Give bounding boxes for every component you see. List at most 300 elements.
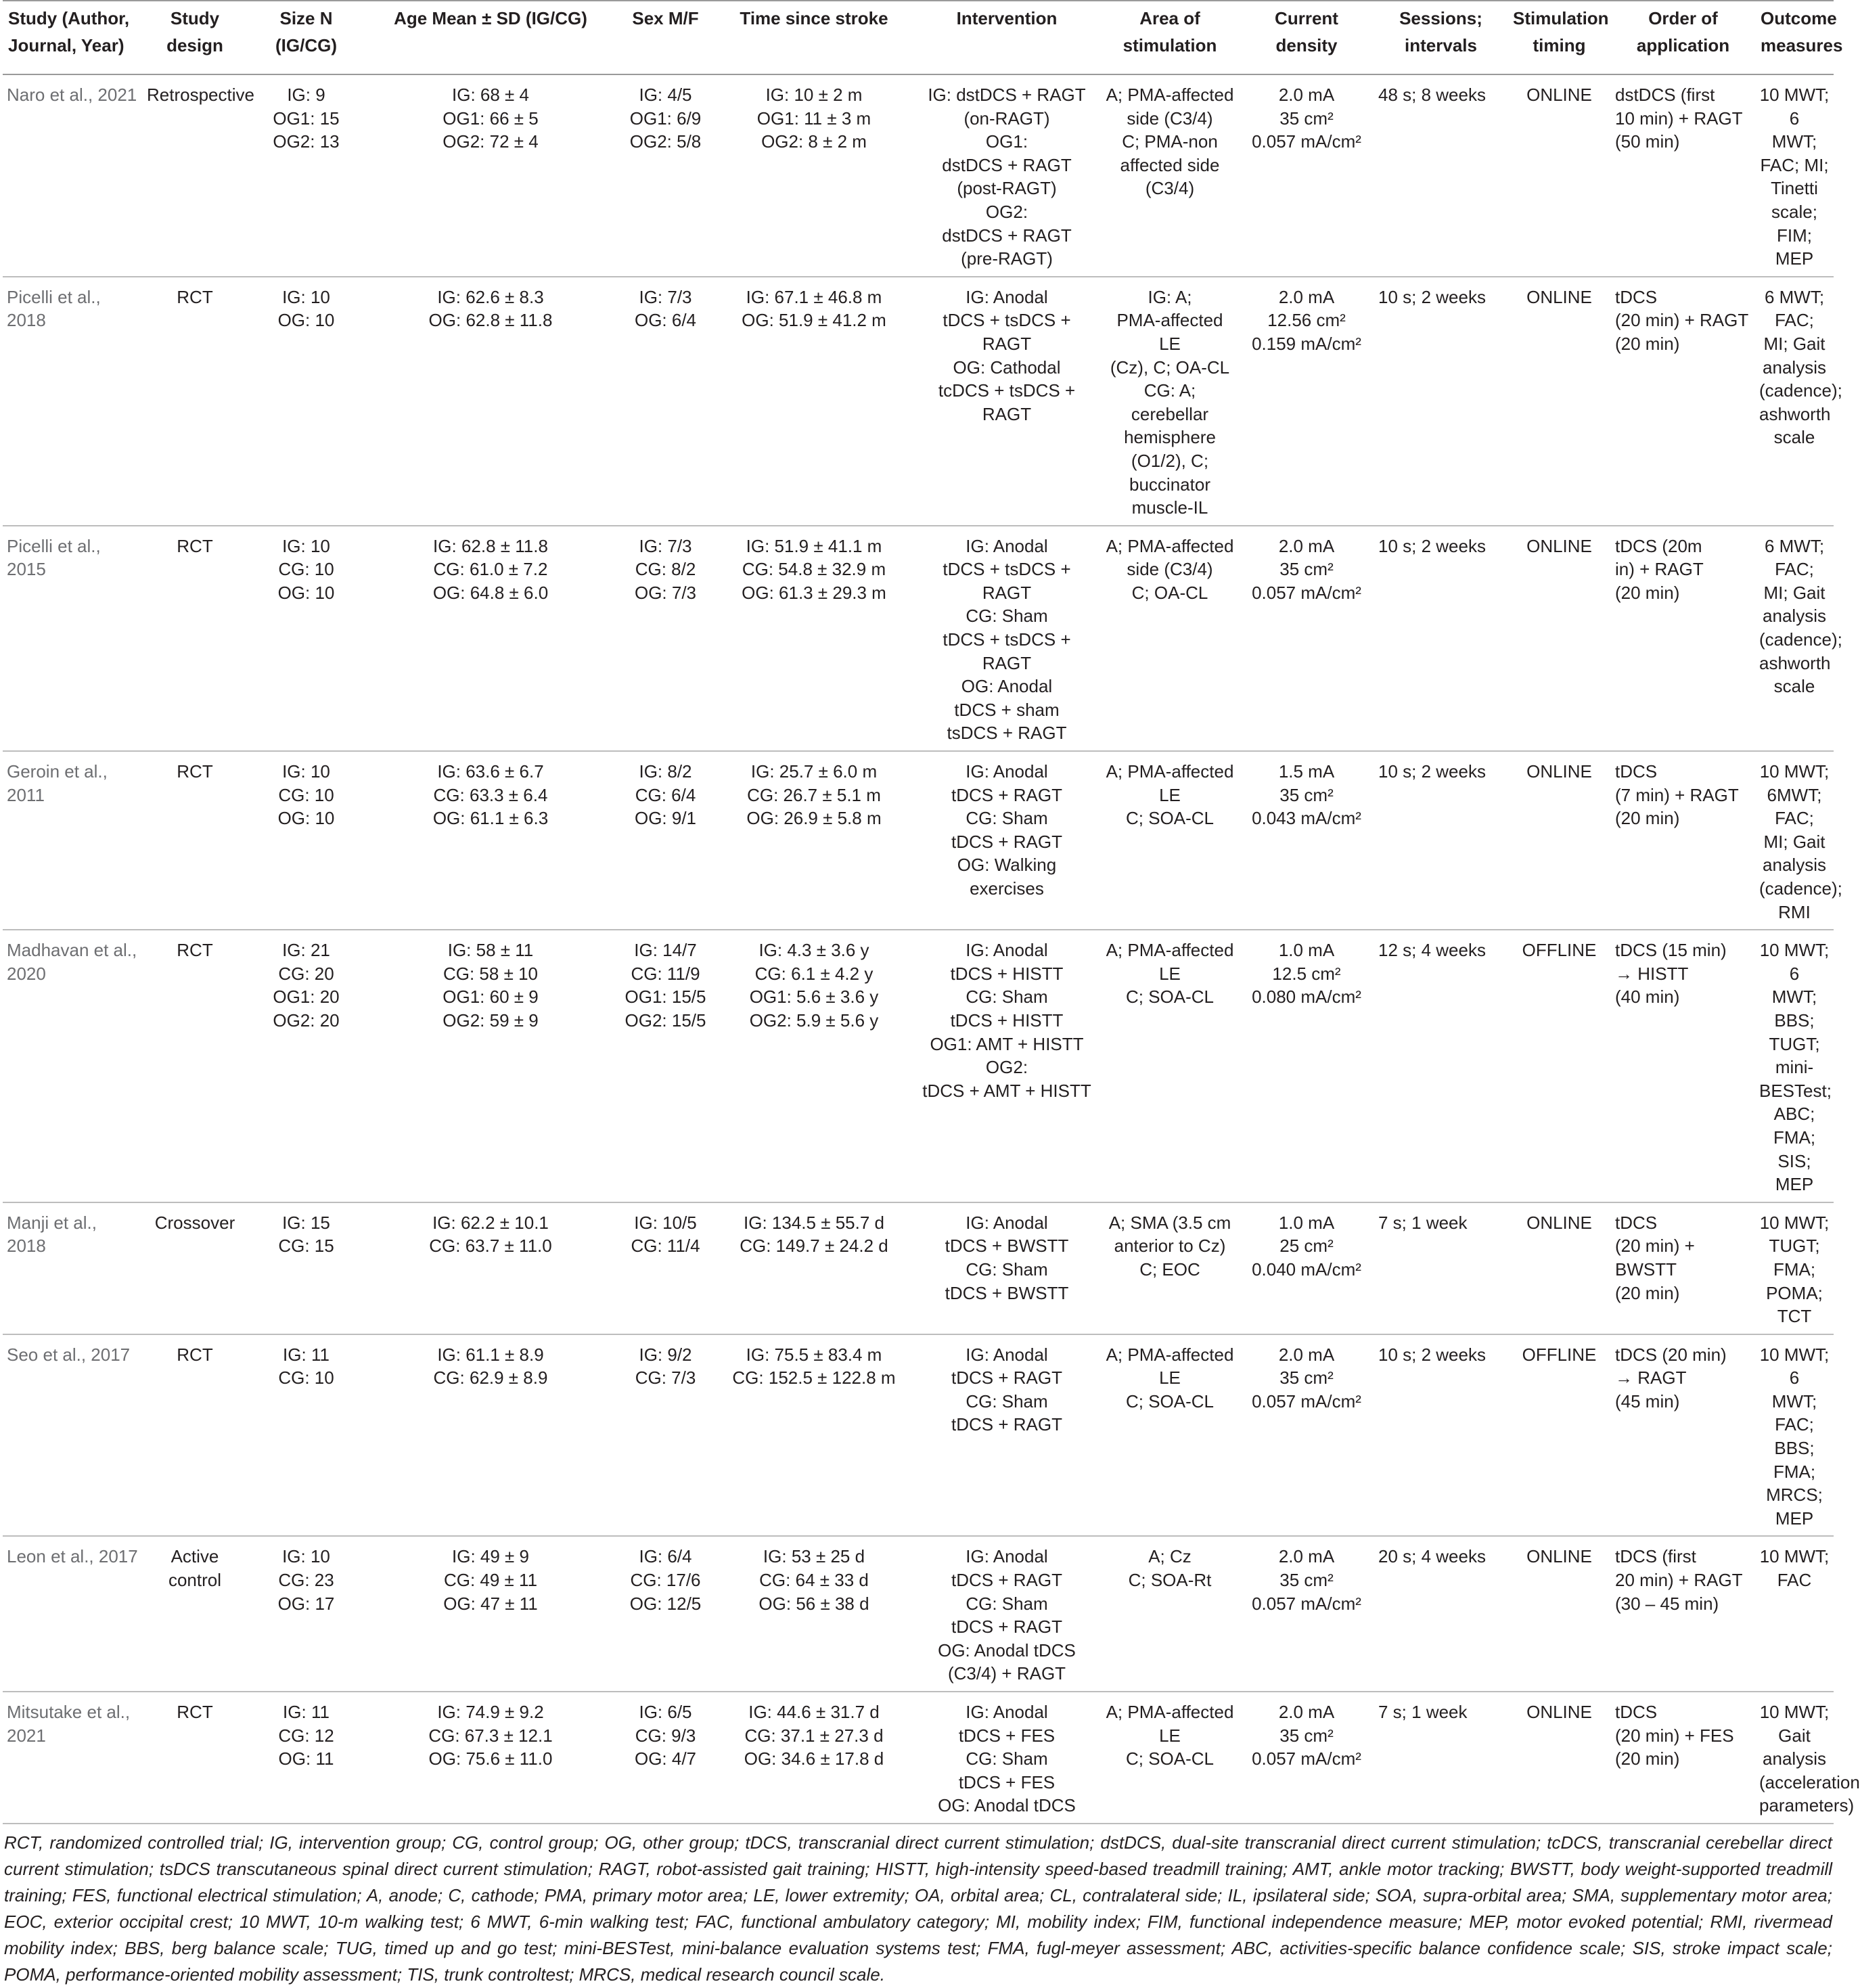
- cell-line: (20 min) + RAGT: [1615, 310, 1749, 331]
- sessions-cell: [1374, 277, 1507, 526]
- order-cell: [1611, 277, 1755, 526]
- cell-line: ONLINE: [1526, 1546, 1592, 1567]
- cell-line: OG: 10: [277, 808, 335, 829]
- sex-cell: [616, 930, 715, 1202]
- cell-line: 35 cm²: [1279, 108, 1334, 129]
- size-cell: [247, 74, 365, 277]
- sex-cell: [616, 277, 715, 526]
- cell-line: OG2: 59 ± 9: [443, 1010, 539, 1031]
- cell-line: tDCS + RAGT: [951, 831, 1062, 852]
- area-cell: [1101, 1692, 1239, 1824]
- cell-line: 20 s; 4 weeks: [1378, 1546, 1486, 1567]
- cell-line: OG: Walking: [957, 855, 1057, 876]
- cell-line: IG: 11: [283, 1344, 330, 1365]
- cell-line: OG: 56 ± 38 d: [758, 1593, 869, 1614]
- cell-line: CG: 6/4: [635, 784, 696, 805]
- cell-line: CG: 63.7 ± 11.0: [429, 1236, 552, 1257]
- cell-line: anterior to Cz): [1114, 1236, 1226, 1257]
- header-age: Age Mean ± SD (IG/CG): [365, 1, 616, 74]
- cell-line: (cadence);: [1759, 380, 1842, 401]
- cell-line: CG: 64 ± 33 d: [759, 1570, 869, 1591]
- current-density-cell: [1239, 1334, 1374, 1537]
- design-cell: [143, 74, 254, 277]
- cell-line: IG: 44.6 ± 31.7 d: [748, 1702, 880, 1722]
- time-since-stroke-cell: [715, 1334, 913, 1537]
- cell-line: IG: Anodal: [966, 940, 1048, 961]
- cell-line: RCT: [177, 761, 213, 782]
- sex-cell: [616, 1692, 715, 1824]
- cell-line: tsDCS + RAGT: [947, 723, 1067, 744]
- cell-line: OG1: 20: [273, 987, 340, 1008]
- cell-line: 10 s; 2 weeks: [1378, 761, 1486, 782]
- cell-line: OG: 51.9 ± 41.2 m: [742, 310, 886, 331]
- cell-line: 2.0 mA: [1278, 1344, 1335, 1365]
- cell-line: CG: 62.9 ± 8.9: [433, 1368, 548, 1388]
- cell-line: CG: 26.7 ± 5.1 m: [747, 784, 881, 805]
- cell-line: OG2: 72 ± 4: [443, 131, 539, 152]
- cell-line: CG: 49 ± 11: [443, 1570, 538, 1591]
- intervention-cell: [913, 74, 1101, 277]
- cell-line: IG: 11: [283, 1702, 330, 1722]
- size-cell: [247, 277, 365, 526]
- cell-line: IG: 58 ± 11: [447, 940, 534, 961]
- cell-line: (C3/4): [1145, 178, 1195, 199]
- cell-line: TUGT;: [1769, 1033, 1820, 1054]
- cell-line: ashworth scale: [1759, 652, 1836, 697]
- cell-line: Seo et al., 2017: [7, 1344, 131, 1365]
- table-row: [3, 1334, 1834, 1537]
- cell-line: 6 MWT; FAC;: [1764, 286, 1830, 331]
- cell-line: tDCS + RAGT: [951, 1570, 1062, 1591]
- cell-line: (20 min): [1615, 808, 1680, 829]
- current-density-cell: [1239, 74, 1374, 277]
- cell-line: OG: 9/1: [634, 808, 697, 829]
- cell-line: OG: 62.8 ± 11.8: [428, 310, 553, 331]
- cell-line: OG2:: [985, 201, 1028, 222]
- cell-line: CG: 20: [278, 963, 334, 984]
- table-body: [3, 74, 1860, 1824]
- size-cell: [247, 930, 365, 1202]
- time-since-stroke-cell: [715, 526, 913, 751]
- cell-line: LE: [1159, 963, 1181, 984]
- cell-line: OG: 11: [278, 1748, 334, 1769]
- cell-line: 10 MWT; 6: [1759, 85, 1834, 129]
- cell-line: (20 min): [1615, 333, 1680, 354]
- cell-line: IG: 63.6 ± 6.7: [437, 761, 544, 782]
- sex-cell: [616, 1202, 715, 1334]
- cell-line: CG: 17/6: [630, 1570, 701, 1591]
- cell-line: 2021: [7, 1725, 46, 1746]
- cell-line: C; SOA-CL: [1125, 1748, 1215, 1769]
- intervention-cell: [913, 751, 1101, 930]
- cell-line: (on-RAGT): [963, 108, 1050, 129]
- cell-line: 48 s; 8 weeks: [1378, 85, 1486, 105]
- cell-line: CG: Sham: [966, 1391, 1048, 1411]
- cell-line: CG: 10: [278, 1368, 334, 1388]
- cell-line: 7 s; 1 week: [1378, 1702, 1468, 1722]
- cell-line: 10 MWT; Gait: [1759, 1702, 1834, 1746]
- cell-line: IG: 53 ± 25 d: [763, 1546, 865, 1567]
- header-outcome-measures: Outcome measures: [1755, 1, 1834, 74]
- time-since-stroke-cell: [715, 1692, 913, 1824]
- header-sessions-intervals: Sessions; intervals: [1374, 1, 1507, 74]
- cell-line: MWT; FAC; MI;: [1760, 131, 1829, 175]
- cell-line: (pre-RAGT): [961, 248, 1053, 269]
- study-cell: [3, 277, 143, 526]
- timing-cell: [1507, 1536, 1611, 1692]
- cell-line: 0.057 mA/cm²: [1252, 131, 1361, 152]
- cell-line: MWT; BBS;: [1771, 987, 1822, 1031]
- outcome-cell: [1755, 1202, 1834, 1334]
- cell-line: hemisphere: [1124, 427, 1216, 448]
- intervention-cell: [913, 1202, 1101, 1334]
- cell-line: OG1: 60 ± 9: [443, 987, 539, 1008]
- cell-line: ONLINE: [1526, 286, 1592, 307]
- cell-line: CG: 9/3: [635, 1725, 696, 1746]
- cell-line: C; SOA-Rt: [1128, 1570, 1212, 1591]
- cell-line: CG: 67.3 ± 12.1: [428, 1725, 553, 1746]
- cell-line: tcDCS + tsDCS + RAGT: [938, 380, 1081, 424]
- cell-line: OG2: 8 ± 2 m: [761, 131, 867, 152]
- design-cell: [143, 1202, 247, 1334]
- cell-line: 2.0 mA: [1278, 1546, 1335, 1567]
- cell-line: OG: 4/7: [634, 1748, 697, 1769]
- cell-line: 10 s; 2 weeks: [1378, 1344, 1486, 1365]
- cell-line: CG: Sham: [966, 1259, 1048, 1280]
- current-density-cell: [1239, 1202, 1374, 1334]
- cell-line: IG: 67.1 ± 46.8 m: [746, 286, 882, 307]
- cell-line: CG: 37.1 ± 27.3 d: [744, 1725, 884, 1746]
- cell-line: IG: Anodal: [966, 1212, 1048, 1233]
- study-cell: [3, 1536, 143, 1692]
- cell-line: IG: 4/5: [639, 85, 692, 105]
- study-cell: [3, 74, 143, 277]
- cell-line: OG2: 5/8: [629, 131, 702, 152]
- cell-line: tDCS (20m: [1615, 535, 1702, 556]
- cell-line: POMA; TCT: [1766, 1282, 1828, 1327]
- cell-line: IG: 10: [282, 1546, 330, 1567]
- cell-line: (7 min) + RAGT: [1615, 784, 1739, 805]
- cell-line: tDCS + BWSTT: [945, 1282, 1069, 1303]
- cell-line: OG: Anodal tDCS: [938, 1795, 1076, 1816]
- age-cell: [365, 526, 616, 751]
- age-cell: [365, 1202, 616, 1334]
- cell-line: OG: 47 ± 11: [443, 1593, 538, 1614]
- cell-line: CG: 12: [278, 1725, 334, 1746]
- cell-line: (20 min) + BWSTT: [1615, 1236, 1700, 1280]
- table-row: [3, 1536, 1834, 1692]
- study-cell: [3, 751, 143, 930]
- cell-line: 10 MWT; FAC: [1759, 1546, 1834, 1591]
- time-since-stroke-cell: [715, 1536, 913, 1692]
- cell-line: OG1: 11 ± 3 m: [756, 108, 871, 129]
- size-cell: [247, 751, 365, 930]
- time-since-stroke-cell: [715, 1202, 913, 1334]
- outcome-cell: [1755, 277, 1842, 526]
- cell-line: RCT: [177, 1702, 213, 1722]
- cell-line: A; PMA-affected: [1106, 761, 1234, 782]
- order-cell: [1611, 1692, 1755, 1824]
- cell-line: IG: A;: [1148, 286, 1192, 307]
- current-density-cell: [1239, 1536, 1374, 1692]
- cell-line: CG: Sham: [966, 987, 1048, 1008]
- cell-line: tDCS + sham: [954, 699, 1060, 720]
- order-cell: [1611, 526, 1755, 751]
- sex-cell: [616, 74, 715, 277]
- cell-line: tDCS + RAGT: [951, 1617, 1062, 1637]
- cell-line: IG: 21: [282, 940, 330, 961]
- cell-line: RCT: [177, 535, 213, 556]
- header-current-density: Current density: [1239, 1, 1374, 74]
- cell-line: OG1: 15: [273, 108, 340, 129]
- cell-line: tDCS: [1615, 1212, 1658, 1233]
- cell-line: tDCS + RAGT: [951, 1368, 1062, 1388]
- timing-cell: [1507, 526, 1611, 751]
- cell-line: tDCS + AMT + HISTT: [922, 1080, 1091, 1101]
- cell-line: OG2: 15/5: [625, 1010, 706, 1031]
- timing-cell: [1507, 751, 1611, 930]
- timing-cell: [1507, 1202, 1611, 1334]
- cell-line: FIM; MEP: [1775, 225, 1817, 269]
- cell-line: OG: Anodal tDCS: [938, 1640, 1076, 1661]
- current-density-cell: [1239, 1692, 1374, 1824]
- table-footnote: RCT, randomized controlled trial; IG, intervention group; CG, control group; OG, other group; tDCS, transcranial direct current stimulation; dstDCS, dual-site transcranial direct current stimulation; tcDCS, transcranial cerebellar direct current stimulation; tsDCS transcutaneous spinal direct current stimulation; RAGT, robot-assisted gait training; HISTT, high-intensity speed-based treadmill training; AMT, ankle motor tracking; BWSTT, body weight-supported treadmill training; FES, functional electrical stimulation; A, anode; C, cathode; PMA, primary motor area; LE, lower extremity; OA, orbital area; CL, contralateral side; IL, ipsilateral side; SOA, supra-orbital area; SMA, supplementary motor area; EOC, exterior occipital crest; 10 MWT, 10-m walking test; 6 MWT, 6-min walking test; FAC, functional ambulatory category; MI, mobility index; FIM, functional independence measure; MEP, motor evoked potential; RMI, rivermead mobility index; BBS, berg balance scale; TUG, timed up and go test; mini-BESTest, mini-balance evaluation systems test; FMA, fugl-meyer assessment; ABC, activities-specific balance confidence scale; SIS, stroke impact scale; POMA, performance-oriented mobility assessment; TIS, trunk controltest; MRCS, medical research council scale.: [4, 1832, 1832, 1985]
- cell-line: TUGT; FMA;: [1769, 1236, 1825, 1280]
- cell-line: CG: 10: [278, 559, 334, 580]
- cell-line: CG: 54.8 ± 32.9 m: [742, 559, 886, 580]
- cell-line: 0.159 mA/cm²: [1252, 333, 1361, 354]
- cell-line: A; PMA-affected: [1106, 535, 1234, 556]
- cell-line: CG: 11/4: [631, 1236, 700, 1257]
- cell-line: (C3/4) + RAGT: [947, 1663, 1066, 1684]
- cell-line: ONLINE: [1526, 1702, 1592, 1722]
- cell-line: 0.080 mA/cm²: [1252, 987, 1361, 1008]
- cell-line: OG1: AMT + HISTT: [930, 1033, 1084, 1054]
- study-cell: [3, 1334, 143, 1537]
- cell-line: 35 cm²: [1279, 1725, 1334, 1746]
- cell-line: IG: 15: [282, 1212, 330, 1233]
- cell-line: tDCS + tsDCS + RAGT: [943, 629, 1076, 673]
- design-cell: [143, 1334, 247, 1537]
- cell-line: OG: 12/5: [629, 1593, 702, 1614]
- header-study: Study (Author, Journal, Year): [3, 1, 143, 74]
- cell-line: dstDCS (first: [1615, 85, 1715, 105]
- cell-line: 20 min) + RAGT: [1615, 1570, 1743, 1591]
- design-cell: [143, 277, 247, 526]
- cell-line: 35 cm²: [1279, 1368, 1334, 1388]
- order-cell: [1611, 1536, 1755, 1692]
- cell-line: IG: 51.9 ± 41.1 m: [746, 535, 882, 556]
- outcome-cell: [1755, 526, 1842, 751]
- cell-line: IG: 10: [282, 535, 330, 556]
- cell-line: OG: Anodal: [961, 676, 1053, 697]
- cell-line: (20 min) + FES: [1615, 1725, 1734, 1746]
- cell-line: tDCS + RAGT: [951, 784, 1062, 805]
- age-cell: [365, 930, 616, 1202]
- cell-line: C; PMA-non: [1122, 131, 1218, 152]
- cell-line: IG: Anodal: [966, 1702, 1048, 1722]
- cell-line: OG: 17: [277, 1593, 335, 1614]
- cell-line: 2.0 mA: [1278, 286, 1335, 307]
- cell-line: MI; Gait: [1763, 831, 1825, 852]
- cell-line: 2.0 mA: [1278, 535, 1335, 556]
- cell-line: IG: 9: [287, 85, 325, 105]
- sessions-cell: [1374, 74, 1507, 277]
- cell-line: CG: 15: [278, 1236, 334, 1257]
- cell-line: analysis: [1763, 357, 1826, 378]
- current-density-cell: [1239, 930, 1374, 1202]
- outcome-cell: [1755, 1334, 1834, 1537]
- age-cell: [365, 751, 616, 930]
- timing-cell: [1507, 930, 1611, 1202]
- cell-line: IG: 49 ± 9: [452, 1546, 529, 1567]
- cell-line: mini-BESTest;: [1759, 1057, 1832, 1101]
- cell-line: OG: 26.9 ± 5.8 m: [746, 808, 882, 829]
- cell-line: CG: 58 ± 10: [443, 963, 538, 984]
- cell-line: CG: Sham: [966, 1748, 1048, 1769]
- cell-line: Active control: [168, 1546, 224, 1591]
- cell-line: OG1:: [985, 131, 1028, 152]
- cell-line: OFFLINE: [1522, 1344, 1597, 1365]
- cell-line: IG: 61.1 ± 8.9: [437, 1344, 544, 1365]
- cell-line: 10 min) + RAGT: [1615, 108, 1743, 129]
- age-cell: [365, 277, 616, 526]
- size-cell: [247, 1692, 365, 1824]
- table-row: [3, 526, 1834, 751]
- cell-line: IG: 74.9 ± 9.2: [437, 1702, 544, 1722]
- cell-line: OG2: 5.9 ± 5.6 y: [749, 1010, 879, 1031]
- cell-line: 10 s; 2 weeks: [1378, 286, 1486, 307]
- cell-line: analysis: [1763, 1748, 1826, 1769]
- cell-line: RCT: [177, 286, 213, 307]
- cell-line: (30 – 45 min): [1615, 1593, 1719, 1614]
- cell-line: C; SOA-CL: [1125, 1391, 1215, 1411]
- cell-line: CG: Sham: [966, 1593, 1048, 1614]
- cell-line: Mitsutake et al.,: [7, 1702, 131, 1722]
- timing-cell: [1507, 1334, 1611, 1537]
- cell-line: ONLINE: [1526, 761, 1592, 782]
- outcome-cell: [1755, 74, 1834, 277]
- cell-line: CG: Sham: [966, 606, 1048, 627]
- cell-line: 2.0 mA: [1278, 1702, 1335, 1722]
- header-sex: Sex M/F: [616, 1, 715, 74]
- cell-line: affected side: [1120, 154, 1220, 175]
- header-area-of-stimulation: Area of stimulation: [1101, 1, 1239, 74]
- cell-line: IG: 8/2: [639, 761, 692, 782]
- cell-line: 6 MWT; FAC;: [1764, 535, 1830, 580]
- cell-line: (cadence);: [1759, 629, 1842, 650]
- cell-line: CG: 7/3: [635, 1368, 696, 1388]
- study-cell: [3, 1692, 143, 1824]
- sessions-cell: [1374, 1202, 1507, 1334]
- cell-line: (cadence); RMI: [1759, 878, 1848, 922]
- cell-line: (O1/2), C;: [1131, 450, 1209, 471]
- cell-line: CG: 23: [278, 1570, 334, 1591]
- cell-line: (20 min): [1615, 582, 1680, 603]
- age-cell: [365, 74, 616, 277]
- cell-line: IG: 7/3: [639, 535, 692, 556]
- area-cell: [1101, 74, 1239, 277]
- cell-line: side (C3/4): [1127, 108, 1213, 129]
- cell-line: IG: 10/5: [634, 1212, 697, 1233]
- cell-line: MI; Gait: [1763, 333, 1825, 354]
- study-cell: [3, 526, 143, 751]
- area-cell: [1101, 277, 1239, 526]
- area-cell: [1101, 1536, 1239, 1692]
- cell-line: IG: 7/3: [639, 286, 692, 307]
- cell-line: 0.043 mA/cm²: [1252, 808, 1361, 829]
- cell-line: 35 cm²: [1279, 559, 1334, 580]
- cell-line: Manji et al., 2018: [7, 1212, 102, 1257]
- header-intervention: Intervention: [913, 1, 1101, 74]
- cell-line: 25 cm²: [1279, 1236, 1334, 1257]
- size-cell: [247, 1334, 365, 1537]
- outcome-cell: [1755, 1692, 1860, 1824]
- cell-line: → HISTT: [1615, 963, 1689, 984]
- cell-line: 10 MWT;: [1759, 761, 1830, 782]
- cell-line: A; Cz: [1148, 1546, 1192, 1567]
- cell-line: OG2: 13: [273, 131, 340, 152]
- cell-line: A; PMA-affected: [1106, 940, 1234, 961]
- area-cell: [1101, 930, 1239, 1202]
- cell-line: Retrospective: [147, 85, 254, 105]
- cell-line: IG: 9/2: [639, 1344, 692, 1365]
- sessions-cell: [1374, 751, 1507, 930]
- cell-line: BBS; FMA;: [1773, 1438, 1819, 1482]
- cell-line: OG1: 5.6 ± 3.6 y: [749, 987, 879, 1008]
- cell-line: 2020: [7, 963, 46, 984]
- intervention-cell: [913, 277, 1101, 526]
- cell-line: C; EOC: [1139, 1259, 1200, 1280]
- cell-line: dstDCS + RAGT: [942, 225, 1072, 246]
- area-cell: [1101, 1202, 1239, 1334]
- cell-line: IG: 75.5 ± 83.4 m: [746, 1344, 882, 1365]
- cell-line: A; PMA-affected: [1106, 85, 1234, 105]
- cell-line: dstDCS + RAGT: [942, 154, 1072, 175]
- outcome-cell: [1755, 751, 1848, 930]
- cell-line: (20 min): [1615, 1282, 1680, 1303]
- cell-line: MRCS; MEP: [1766, 1485, 1828, 1529]
- sex-cell: [616, 526, 715, 751]
- cell-line: OG: 34.6 ± 17.8 d: [744, 1748, 884, 1769]
- cell-line: 0.057 mA/cm²: [1252, 1748, 1361, 1769]
- cell-line: IG: Anodal: [966, 286, 1048, 307]
- cell-line: IG: 10: [282, 286, 330, 307]
- cell-line: CG: 11/9: [631, 963, 700, 984]
- table-row: [3, 1202, 1834, 1334]
- cell-line: OG: 10: [277, 582, 335, 603]
- cell-line: OG2:: [985, 1057, 1028, 1078]
- cell-line: 10 MWT;: [1759, 1212, 1830, 1233]
- size-cell: [247, 1536, 365, 1692]
- table-row: [3, 74, 1834, 277]
- area-cell: [1101, 1334, 1239, 1537]
- age-cell: [365, 1536, 616, 1692]
- header-study-design: Study design: [143, 1, 247, 74]
- design-cell: [143, 1692, 247, 1824]
- sessions-cell: [1374, 526, 1507, 751]
- cell-line: 35 cm²: [1279, 784, 1334, 805]
- cell-line: (45 min): [1615, 1391, 1680, 1411]
- cell-line: OG: Cathodal: [953, 357, 1061, 378]
- cell-line: C; SOA-CL: [1125, 808, 1215, 829]
- intervention-cell: [913, 1334, 1101, 1537]
- cell-line: tDCS: [1615, 286, 1658, 307]
- sessions-cell: [1374, 1334, 1507, 1537]
- cell-line: IG: 62.6 ± 8.3: [437, 286, 544, 307]
- header-stimulation-timing: Stimulation timing: [1507, 1, 1611, 74]
- cell-line: (acceleration: [1759, 1771, 1860, 1792]
